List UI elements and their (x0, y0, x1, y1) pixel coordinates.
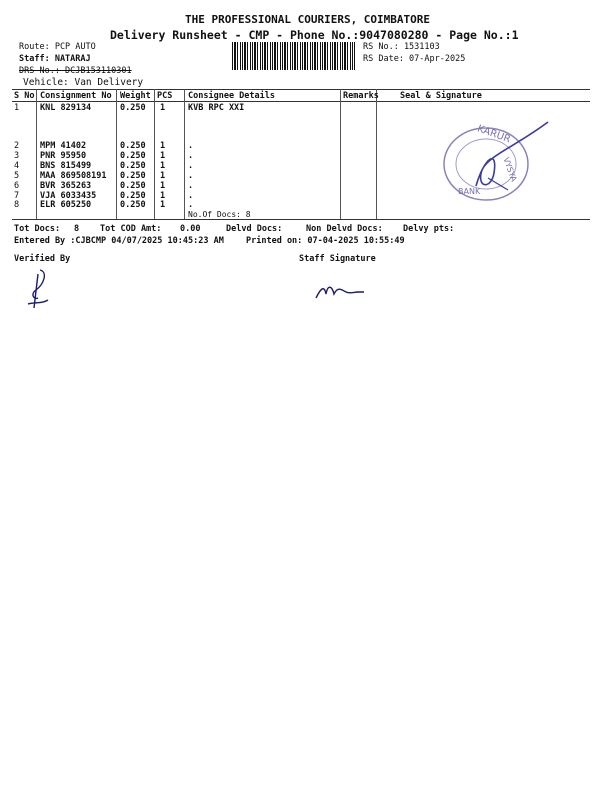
row-weight: 0.250 (120, 191, 146, 201)
row-sno: 5 (14, 171, 20, 181)
rs-date: RS Date: 07-Apr-2025 (363, 54, 466, 64)
row-pcs: 1 (160, 103, 166, 113)
verified-by-label: Verified By (14, 254, 71, 264)
delvy-pts: Delvy pts: (403, 224, 455, 234)
col-header-remarks: Remarks (343, 91, 379, 101)
row-pcs: 1 (160, 161, 166, 171)
row-sno: 2 (14, 141, 20, 151)
col-header-consignee: Consignee Details (188, 91, 275, 101)
row-consignment: KNL 829134 (40, 103, 92, 113)
row-details: . (188, 191, 194, 201)
col-header-sno: S No (14, 91, 35, 101)
row-details: . (188, 141, 194, 151)
tot-docs-value: 8 (74, 224, 80, 234)
rs-number: RS No.: 1531103 (363, 42, 440, 52)
bank-stamp-image (436, 118, 556, 208)
row-sno: 6 (14, 181, 20, 191)
row-weight: 0.250 (120, 161, 146, 171)
row-pcs: 1 (160, 151, 166, 161)
drs-number: DRS No.: DCJB153110301 (19, 66, 132, 76)
svg-text:VYSYA: VYSYA (501, 156, 519, 183)
row-details: . (188, 161, 194, 171)
row-weight: 0.250 (120, 171, 146, 181)
svg-text:BANK: BANK (458, 187, 481, 196)
row-consignment: MPM 41402 (40, 141, 87, 151)
col-header-pcs: PCS (157, 91, 173, 101)
vehicle-label: Vehicle: Van Delivery (23, 77, 144, 88)
staff-signature-label: Staff Signature (299, 254, 376, 264)
row-sno: 3 (14, 151, 20, 161)
col-divider (184, 89, 185, 219)
row-weight: 0.250 (120, 151, 146, 161)
row-details: . (188, 151, 194, 161)
route-label: Route: PCP AUTO (19, 42, 96, 52)
tot-cod-value: 0.00 (180, 224, 201, 234)
row-pcs: 1 (160, 191, 166, 201)
row-consignment: ELR 605250 (40, 200, 92, 210)
row-consignment: MAA 869508191 (40, 171, 107, 181)
runsheet-subtitle: Delivery Runsheet - CMP - Phone No.:9047080280 - Page No.:1 (110, 28, 519, 42)
row-sno: 8 (14, 200, 20, 210)
table-bottom-border (12, 219, 590, 220)
table-header-border (12, 101, 590, 102)
col-divider (116, 89, 117, 219)
no-of-docs: No.Of Docs: 8 (188, 210, 251, 219)
staff-label: Staff: NATARAJ (19, 54, 91, 64)
row-details: . (188, 181, 194, 191)
row-pcs: 1 (160, 141, 166, 151)
row-weight: 0.250 (120, 181, 146, 191)
row-pcs: 1 (160, 200, 166, 210)
delvd-docs: Delvd Docs: (226, 224, 283, 234)
row-sno: 1 (14, 103, 20, 113)
col-divider (154, 89, 155, 219)
col-header-consignment: Consignment No (40, 91, 112, 101)
col-divider (376, 89, 377, 219)
row-details: . (188, 171, 194, 181)
company-title: THE PROFESSIONAL COURIERS, COIMBATORE (185, 13, 431, 26)
col-divider (340, 89, 341, 219)
row-pcs: 1 (160, 171, 166, 181)
row-pcs: 1 (160, 181, 166, 191)
row-details: KVB RPC XXI (188, 103, 245, 113)
row-weight: 0.250 (120, 103, 146, 113)
tot-cod-label: Tot COD Amt: (100, 224, 162, 234)
row-sno: 4 (14, 161, 20, 171)
row-weight: 0.250 (120, 141, 146, 151)
tot-docs-label: Tot Docs: (14, 224, 61, 234)
printed-on: Printed on: 07-04-2025 10:55:49 (246, 236, 405, 246)
col-header-weight: Weight (120, 91, 151, 101)
row-consignment: BVR 365263 (40, 181, 92, 191)
staff-signature-image (314, 280, 370, 304)
row-weight: 0.250 (120, 200, 146, 210)
barcode-image (232, 42, 355, 70)
verifier-signature-image (24, 268, 54, 312)
row-details: . (188, 200, 194, 210)
row-consignment: BNS 815499 (40, 161, 92, 171)
row-consignment: VJA 6033435 (40, 191, 97, 201)
row-sno: 7 (14, 191, 20, 201)
non-delvd-docs: Non Delvd Docs: (306, 224, 383, 234)
table-top-border (12, 89, 590, 90)
col-header-seal: Seal & Signature (400, 91, 482, 101)
entered-by: Entered By :CJBCMP 04/07/2025 10:45:23 AM (14, 236, 224, 246)
row-consignment: PNR 95950 (40, 151, 87, 161)
svg-text:KARUR: KARUR (475, 123, 512, 146)
col-divider (36, 89, 37, 219)
